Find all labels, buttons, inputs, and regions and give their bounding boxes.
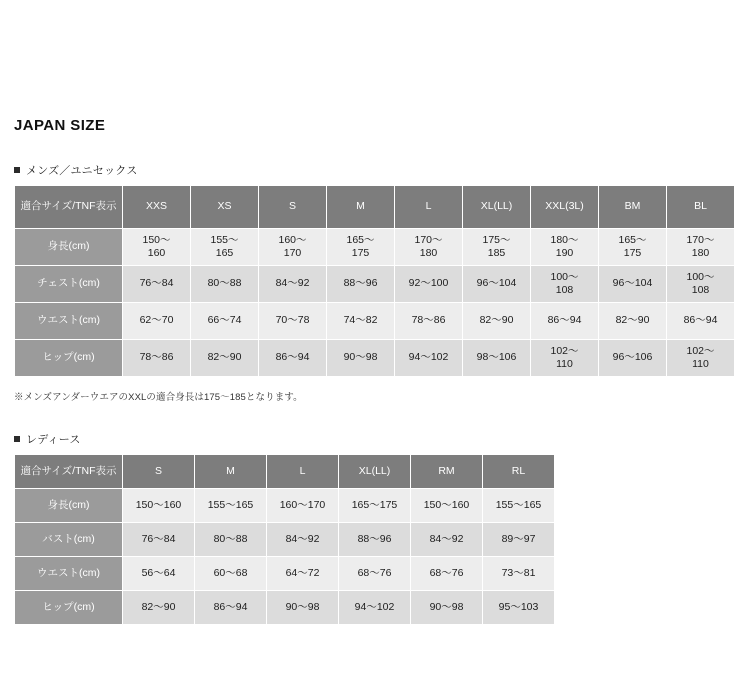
table-cell: 56〜64 (123, 557, 195, 591)
table-cell: 90〜98 (327, 340, 395, 377)
mens-table-note: ※メンズアンダーウエアのXXLの適合身長は175〜185となります。 (14, 392, 303, 403)
table-cell: 94〜102 (395, 340, 463, 377)
table-cell: 62〜70 (123, 303, 191, 340)
square-bullet-icon (14, 436, 20, 442)
table-cell: 66〜74 (191, 303, 259, 340)
table-cell: 84〜92 (259, 266, 327, 303)
table-cell: 70〜78 (259, 303, 327, 340)
table-row (15, 340, 735, 377)
mens-section-heading (14, 134, 666, 185)
table-cell: 64〜72 (267, 557, 339, 591)
table-cell: 88〜96 (339, 523, 411, 557)
table-cell: 100〜 108 (667, 266, 735, 303)
table-cell: 98〜106 (463, 340, 531, 377)
column-header: XS (191, 186, 259, 229)
table-cell: 82〜90 (463, 303, 531, 340)
column-header: XXS (123, 186, 191, 229)
column-header: S (123, 455, 195, 489)
table-cell: 60〜68 (195, 557, 267, 591)
table-cell: 82〜90 (123, 591, 195, 625)
table-row (15, 489, 555, 523)
table-row (15, 523, 555, 557)
row-header: ヒップ(cm) (15, 340, 123, 377)
ladies-section-heading-label: レディース (26, 434, 81, 446)
table-cell: 175〜 185 (463, 229, 531, 266)
table-cell: 90〜98 (267, 591, 339, 625)
row-header: バスト(cm) (15, 523, 123, 557)
table-cell: 150〜160 (411, 489, 483, 523)
page-title: JAPAN SIZE (14, 117, 106, 134)
table-cell: 88〜96 (327, 266, 395, 303)
row-header: ヒップ(cm) (15, 591, 123, 625)
column-header: XL(LL) (339, 455, 411, 489)
table-cell: 150〜160 (123, 489, 195, 523)
table-cell: 89〜97 (483, 523, 555, 557)
table-cell: 92〜100 (395, 266, 463, 303)
square-bullet-icon (14, 167, 20, 173)
table-cell: 86〜94 (531, 303, 599, 340)
column-header: RL (483, 455, 555, 489)
table-cell: 96〜106 (599, 340, 667, 377)
table-cell: 155〜165 (195, 489, 267, 523)
table-cell: 155〜165 (483, 489, 555, 523)
table-cell: 165〜 175 (599, 229, 667, 266)
column-header: M (195, 455, 267, 489)
table-cell: 86〜94 (259, 340, 327, 377)
table-cell: 170〜 180 (667, 229, 735, 266)
table-cell: 84〜92 (411, 523, 483, 557)
column-header-size-label: 適合サイズ/TNF表示 (15, 186, 123, 229)
table-header-row (15, 455, 555, 489)
table-cell: 96〜104 (599, 266, 667, 303)
table-row (15, 591, 555, 625)
table-cell: 76〜84 (123, 523, 195, 557)
mens-size-table (14, 185, 735, 377)
row-header: ウエスト(cm) (15, 303, 123, 340)
table-cell: 74〜82 (327, 303, 395, 340)
table-header-row (15, 186, 735, 229)
table-cell: 82〜90 (599, 303, 667, 340)
table-row (15, 557, 555, 591)
table-cell: 165〜175 (339, 489, 411, 523)
column-header-size-label: 適合サイズ/TNF表示 (15, 455, 123, 489)
table-cell: 100〜 108 (531, 266, 599, 303)
column-header: BL (667, 186, 735, 229)
row-header: チェスト(cm) (15, 266, 123, 303)
table-cell: 82〜90 (191, 340, 259, 377)
table-cell: 76〜84 (123, 266, 191, 303)
table-cell: 78〜86 (395, 303, 463, 340)
table-cell: 155〜 165 (191, 229, 259, 266)
table-cell: 80〜88 (191, 266, 259, 303)
column-header: XXL(3L) (531, 186, 599, 229)
table-cell: 170〜 180 (395, 229, 463, 266)
table-cell: 86〜94 (667, 303, 735, 340)
table-cell: 84〜92 (267, 523, 339, 557)
table-cell: 68〜76 (411, 557, 483, 591)
table-cell: 80〜88 (195, 523, 267, 557)
table-cell: 102〜 110 (531, 340, 599, 377)
column-header: BM (599, 186, 667, 229)
row-header: 身長(cm) (15, 229, 123, 266)
table-cell: 73〜81 (483, 557, 555, 591)
table-cell: 102〜 110 (667, 340, 735, 377)
column-header: L (395, 186, 463, 229)
column-header: XL(LL) (463, 186, 531, 229)
table-cell: 165〜 175 (327, 229, 395, 266)
table-row (15, 229, 735, 266)
table-cell: 90〜98 (411, 591, 483, 625)
ladies-size-table (14, 454, 555, 625)
table-cell: 150〜 160 (123, 229, 191, 266)
table-cell: 160〜 170 (259, 229, 327, 266)
table-cell: 160〜170 (267, 489, 339, 523)
column-header: RM (411, 455, 483, 489)
table-row (15, 266, 735, 303)
table-cell: 86〜94 (195, 591, 267, 625)
mens-section-heading-label: メンズ／ユニセックス (26, 165, 138, 177)
table-cell: 96〜104 (463, 266, 531, 303)
ladies-section-heading (14, 403, 666, 454)
row-header: ウエスト(cm) (15, 557, 123, 591)
table-cell: 68〜76 (339, 557, 411, 591)
table-cell: 94〜102 (339, 591, 411, 625)
column-header: S (259, 186, 327, 229)
table-row (15, 303, 735, 340)
column-header: M (327, 186, 395, 229)
table-cell: 78〜86 (123, 340, 191, 377)
table-cell: 95〜103 (483, 591, 555, 625)
row-header: 身長(cm) (15, 489, 123, 523)
table-cell: 180〜 190 (531, 229, 599, 266)
column-header: L (267, 455, 339, 489)
